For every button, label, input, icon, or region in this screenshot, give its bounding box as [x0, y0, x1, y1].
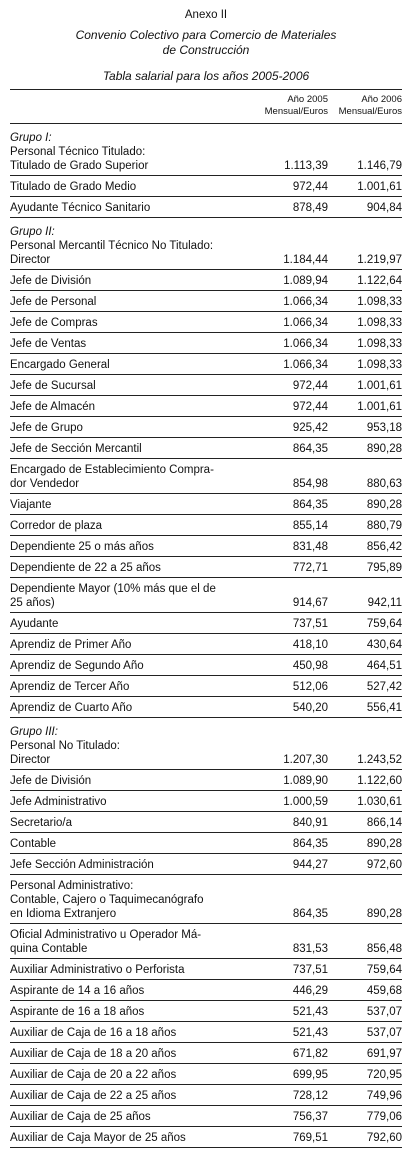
salary-2005: 1.184,44 — [283, 254, 328, 266]
salary-2005: 512,06 — [292, 681, 328, 693]
row-label-line: Jefe de División — [10, 275, 92, 287]
row-label-line: Jefe de Compras — [10, 317, 98, 329]
table-row — [10, 417, 402, 438]
row-label-line: Aprendiz de Tercer Año — [10, 681, 130, 693]
salary-2005: 1.207,30 — [283, 754, 328, 766]
salary-2006: 1.001,61 — [357, 181, 402, 193]
salary-2006: 1.001,61 — [357, 401, 402, 413]
table-row — [10, 375, 402, 396]
salary-2005: 831,48 — [292, 541, 328, 553]
salary-2006: 1.098,33 — [357, 317, 402, 329]
salary-2005: 450,98 — [292, 660, 328, 672]
salary-2005: 737,51 — [292, 618, 328, 630]
salary-2005: 1.066,34 — [283, 317, 328, 329]
row-label-line: Aprendiz de Primer Año — [10, 639, 132, 651]
salary-2005: 972,44 — [292, 380, 328, 392]
table-row — [10, 1085, 402, 1106]
table-row — [10, 557, 402, 578]
row-label — [10, 274, 258, 288]
row-label — [10, 337, 258, 351]
row-label — [10, 1026, 258, 1040]
agreement-title-line: Convenio Colectivo para Comercio de Materiales — [75, 28, 337, 42]
agreement-title — [10, 28, 402, 58]
table-row — [10, 959, 402, 980]
row-label-line: Encargado General — [10, 359, 110, 371]
row-label — [10, 379, 258, 393]
row-label-line: Titulado de Grado Medio — [10, 181, 137, 193]
annex-label: Anexo II — [184, 9, 228, 21]
row-label — [10, 739, 258, 767]
row-label — [10, 561, 258, 575]
salary-2006: 866,14 — [366, 817, 402, 829]
salary-2005: 840,91 — [292, 817, 328, 829]
table-row — [10, 770, 402, 791]
row-label — [10, 617, 258, 631]
table-header — [10, 90, 402, 124]
salary-2006: 720,95 — [366, 1069, 402, 1081]
row-label — [10, 659, 258, 673]
salary-2006: 890,28 — [366, 908, 402, 920]
salary-2006: 759,64 — [366, 964, 402, 976]
salary-2005: 521,43 — [292, 1027, 328, 1039]
row-label-line: Dependiente 25 o más años — [10, 541, 154, 553]
salary-2005: 854,98 — [292, 478, 328, 490]
table-row — [10, 239, 402, 270]
row-label-line: 25 años) — [10, 597, 55, 609]
row-label — [10, 774, 258, 788]
salary-2006: 953,18 — [366, 422, 402, 434]
row-label-line: Titulado de Grado Superior — [10, 160, 149, 172]
row-label-line: Jefe de Sección Mercantil — [10, 443, 142, 455]
table-row — [10, 613, 402, 634]
table-row — [10, 875, 402, 924]
column-header-year: Año 2005 — [287, 94, 328, 105]
salary-2005: 772,71 — [292, 562, 328, 574]
table-row — [10, 676, 402, 697]
table-row — [10, 312, 402, 333]
table-row — [10, 438, 402, 459]
salary-2006: 1.001,61 — [357, 380, 402, 392]
row-label — [10, 837, 258, 851]
salary-2005: 1.066,34 — [283, 296, 328, 308]
row-label-line: Jefe de Ventas — [10, 338, 87, 350]
row-label-line: Personal Mercantil Técnico No Titulado: — [10, 240, 214, 252]
salary-2006: 904,84 — [366, 202, 402, 214]
salary-2005: 1.089,94 — [283, 275, 328, 287]
salary-2005: 418,10 — [292, 639, 328, 651]
salary-2005: 540,20 — [292, 702, 328, 714]
salary-2005: 521,43 — [292, 1006, 328, 1018]
table-row — [10, 494, 402, 515]
salary-2005: 699,95 — [292, 1069, 328, 1081]
row-label — [10, 498, 258, 512]
row-label-line: Personal Técnico Titulado: — [10, 146, 146, 158]
row-label-line: Jefe de Personal — [10, 296, 97, 308]
salary-2006: 1.243,52 — [357, 754, 402, 766]
row-label — [10, 400, 258, 414]
salary-2006: 459,68 — [366, 985, 402, 997]
table-title: Tabla salarial para los años 2005-2006 — [102, 69, 310, 83]
table-row — [10, 1043, 402, 1064]
row-label-line: Director — [10, 254, 51, 266]
row-label-line: quina Contable — [10, 943, 88, 955]
salary-2006: 749,96 — [366, 1090, 402, 1102]
group-title: Grupo I: — [10, 132, 52, 144]
column-header-year: Año 2006 — [361, 94, 402, 105]
salary-2005: 972,44 — [292, 401, 328, 413]
table-row — [10, 1127, 402, 1148]
salary-2006: 556,41 — [366, 702, 402, 714]
table-row — [10, 1064, 402, 1085]
row-label-line: Auxiliar de Caja de 22 a 25 años — [10, 1090, 177, 1102]
table-row — [10, 924, 402, 959]
table-row — [10, 833, 402, 854]
table-row — [10, 1022, 402, 1043]
salary-2006: 537,07 — [366, 1027, 402, 1039]
row-label-line: Dependiente de 22 a 25 años — [10, 562, 161, 574]
column-header-2006 — [328, 94, 402, 123]
row-label — [10, 1047, 258, 1061]
row-label — [10, 201, 258, 215]
salary-2005: 769,51 — [292, 1132, 328, 1144]
row-label — [10, 1110, 258, 1124]
salary-2006: 792,60 — [366, 1132, 402, 1144]
salary-2006: 759,64 — [366, 618, 402, 630]
row-label — [10, 701, 258, 715]
column-header-2005 — [258, 94, 328, 123]
row-label — [10, 858, 258, 872]
row-label — [10, 963, 258, 977]
row-label — [10, 680, 258, 694]
row-label-line: Aspirante de 14 a 16 años — [10, 985, 145, 997]
salary-2005: 972,44 — [292, 181, 328, 193]
salary-2005: 944,27 — [292, 859, 328, 871]
row-label-line: Jefe de Sucursal — [10, 380, 96, 392]
table-row — [10, 791, 402, 812]
table-row — [10, 396, 402, 417]
salary-2006: 1.098,33 — [357, 359, 402, 371]
salary-2006: 691,97 — [366, 1048, 402, 1060]
row-label-line: Auxiliar de Caja de 18 a 20 años — [10, 1048, 177, 1060]
table-row — [10, 176, 402, 197]
row-label-line: dor Vendedor — [10, 478, 80, 490]
table-row — [10, 459, 402, 494]
row-label-line: Jefe Administrativo — [10, 796, 107, 808]
salary-2005: 728,12 — [292, 1090, 328, 1102]
table-row — [10, 655, 402, 676]
salary-2006: 880,63 — [366, 478, 402, 490]
table-row — [10, 697, 402, 718]
salary-2006: 890,28 — [366, 499, 402, 511]
salary-2005: 737,51 — [292, 964, 328, 976]
table-row — [10, 812, 402, 833]
column-header-unit: Mensual/Euros — [338, 106, 402, 117]
row-label-line: Director — [10, 754, 51, 766]
row-label-line: Contable — [10, 838, 57, 850]
column-header-unit: Mensual/Euros — [264, 106, 328, 117]
row-label-line: Jefe Sección Administración — [10, 859, 154, 871]
salary-2006: 972,60 — [366, 859, 402, 871]
salary-2006: 537,07 — [366, 1006, 402, 1018]
salary-2006: 430,64 — [366, 639, 402, 651]
group-title: Grupo II: — [10, 226, 55, 238]
salary-2005: 864,35 — [292, 499, 328, 511]
salary-2006: 1.219,97 — [357, 254, 402, 266]
row-label — [10, 463, 258, 491]
row-label — [10, 795, 258, 809]
row-label-line: Personal No Titulado: — [10, 740, 120, 752]
row-label-line: Encargado de Establecimiento Compra- — [10, 464, 214, 476]
row-label — [10, 582, 258, 610]
table-row — [10, 291, 402, 312]
row-label — [10, 145, 258, 173]
row-label — [10, 316, 258, 330]
salary-2005: 831,53 — [292, 943, 328, 955]
salary-2006: 1.098,33 — [357, 296, 402, 308]
table-row — [10, 1106, 402, 1127]
row-label-line: Aprendiz de Segundo Año — [10, 660, 144, 672]
salary-2005: 914,67 — [292, 597, 328, 609]
row-label — [10, 540, 258, 554]
salary-2005: 1.066,34 — [283, 338, 328, 350]
row-label — [10, 1005, 258, 1019]
table-row — [10, 333, 402, 354]
salary-2005: 1.000,59 — [283, 796, 328, 808]
table-row — [10, 145, 402, 176]
row-label-line: Auxiliar de Caja de 25 años — [10, 1111, 151, 1123]
header-spacer — [10, 94, 258, 123]
row-label-line: Ayudante — [10, 618, 59, 630]
salary-2006: 890,28 — [366, 838, 402, 850]
group-title: Grupo III: — [10, 726, 58, 738]
row-label-line: Jefe de División — [10, 775, 92, 787]
salary-2006: 1.030,61 — [357, 796, 402, 808]
row-label — [10, 816, 258, 830]
row-label — [10, 295, 258, 309]
salary-2005: 878,49 — [292, 202, 328, 214]
salary-2005: 864,35 — [292, 838, 328, 850]
row-label — [10, 879, 258, 921]
row-label-line: Auxiliar de Caja Mayor de 25 años — [10, 1132, 186, 1144]
row-label — [10, 1089, 258, 1103]
salary-2006: 1.098,33 — [357, 338, 402, 350]
row-label-line: Aspirante de 16 a 18 años — [10, 1006, 145, 1018]
table-row — [10, 197, 402, 218]
table-row — [10, 1001, 402, 1022]
table-row — [10, 578, 402, 613]
row-label-line: Jefe de Grupo — [10, 422, 83, 434]
salary-2005: 1.089,90 — [283, 775, 328, 787]
row-label-line: Auxiliar Administrativo o Perforista — [10, 964, 185, 976]
table-row — [10, 515, 402, 536]
table-row — [10, 354, 402, 375]
salary-2005: 1.113,39 — [284, 160, 328, 172]
row-label-line: Auxiliar de Caja de 20 a 22 años — [10, 1069, 177, 1081]
table-row — [10, 270, 402, 291]
row-label — [10, 1068, 258, 1082]
row-label-line: Oficial Administrativo u Operador Má- — [10, 929, 202, 941]
row-label-line: en Idioma Extranjero — [10, 908, 117, 920]
salary-2006: 856,48 — [366, 943, 402, 955]
salary-2005: 1.066,34 — [283, 359, 328, 371]
row-label-line: Contable, Cajero o Taquimecanógrafo — [10, 894, 204, 906]
row-label-line: Corredor de plaza — [10, 520, 103, 532]
salary-2006: 1.122,64 — [357, 275, 402, 287]
row-label-line: Ayudante Técnico Sanitario — [10, 202, 151, 214]
row-label — [10, 358, 258, 372]
salary-2005: 671,82 — [292, 1048, 328, 1060]
row-label — [10, 180, 258, 194]
table-row — [10, 536, 402, 557]
row-label — [10, 239, 258, 267]
row-label — [10, 442, 258, 456]
row-label — [10, 1131, 258, 1145]
salary-table-body — [10, 131, 402, 1148]
salary-2005: 864,35 — [292, 443, 328, 455]
salary-2006: 1.122,60 — [357, 775, 402, 787]
salary-2006: 890,28 — [366, 443, 402, 455]
row-label-line: Auxiliar de Caja de 16 a 18 años — [10, 1027, 177, 1039]
row-label-line: Dependiente Mayor (10% más que el de — [10, 583, 216, 595]
salary-2006: 856,42 — [366, 541, 402, 553]
row-label — [10, 638, 258, 652]
row-label-line: Aprendiz de Cuarto Año — [10, 702, 133, 714]
row-label — [10, 928, 258, 956]
salary-2005: 925,42 — [292, 422, 328, 434]
salary-2006: 942,11 — [367, 597, 402, 609]
row-label-line: Secretario/a — [10, 817, 73, 829]
salary-2006: 464,51 — [366, 660, 402, 672]
table-row — [10, 854, 402, 875]
salary-2005: 855,14 — [292, 520, 328, 532]
table-row — [10, 739, 402, 770]
salary-2006: 779,06 — [366, 1111, 402, 1123]
row-label-line: Viajante — [10, 499, 52, 511]
row-label-line: Jefe de Almacén — [10, 401, 96, 413]
salary-2006: 880,79 — [366, 520, 402, 532]
row-label — [10, 519, 258, 533]
agreement-title-line: de Construcción — [162, 43, 250, 57]
row-label — [10, 421, 258, 435]
salary-2006: 527,42 — [366, 681, 402, 693]
table-row — [10, 634, 402, 655]
row-label — [10, 984, 258, 998]
salary-2006: 795,89 — [366, 562, 402, 574]
salary-2005: 756,37 — [292, 1111, 328, 1123]
salary-2006: 1.146,79 — [357, 160, 402, 172]
salary-2005: 864,35 — [292, 908, 328, 920]
row-label-line: Personal Administrativo: — [10, 880, 134, 892]
salary-2005: 446,29 — [292, 985, 328, 997]
table-row — [10, 980, 402, 1001]
